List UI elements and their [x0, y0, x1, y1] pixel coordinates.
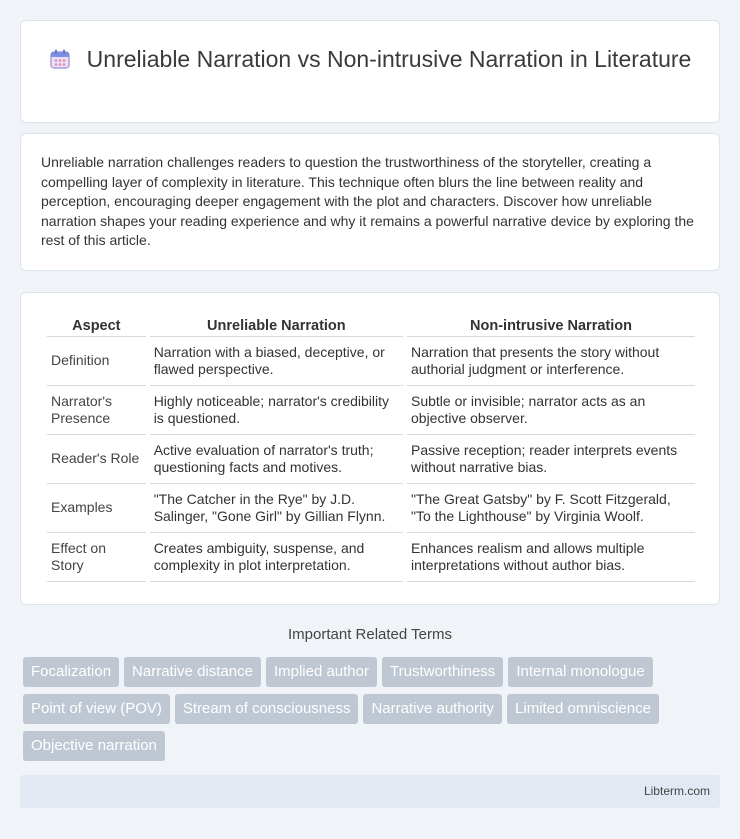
table-row	[47, 337, 695, 386]
related-term-tag[interactable]: Internal monologue	[508, 657, 652, 687]
related-term-tag[interactable]: Limited omniscience	[507, 694, 659, 724]
related-term-tag[interactable]: Trustworthiness	[382, 657, 503, 687]
row-aspect: Examples	[47, 484, 146, 533]
row-aspect: Narrator's Presence	[47, 386, 146, 435]
related-terms-heading: Important Related Terms	[288, 626, 452, 643]
comparison-table	[43, 313, 699, 582]
header-aspect: Aspect	[47, 313, 146, 337]
table-row	[47, 484, 695, 533]
related-term-tag[interactable]: Implied author	[266, 657, 377, 687]
row-unreliable: Creates ambiguity, suspense, and complexity in plot interpretation.	[150, 533, 403, 582]
page-title-text: Unreliable Narration vs Non-intrusive Narration in Literature	[86, 46, 692, 72]
row-unreliable: Narration with a biased, deceptive, or flawed perspective.	[150, 337, 403, 386]
header-non-intrusive: Non-intrusive Narration	[407, 313, 695, 337]
related-term-tag[interactable]: Stream of consciousness	[175, 694, 359, 724]
intro-paragraph: Unreliable narration challenges readers to question the trustworthiness of the storyteller, creating a compelling layer of complexity in literature. This technique often blurs the line between reality and perception, encouraging deeper engagement with the plot and characters. Discover how unreliable narration shapes your reading experience and why it remains a powerful narrative device by exploring the rest of this article.	[41, 154, 694, 248]
related-term-tag[interactable]: Narrative authority	[363, 694, 502, 724]
page-title	[49, 45, 692, 74]
row-aspect: Definition	[47, 337, 146, 386]
related-term-tag[interactable]: Objective narration	[23, 731, 165, 761]
related-term-tag[interactable]: Point of view (POV)	[23, 694, 170, 724]
related-terms-list	[23, 657, 713, 768]
table-row	[47, 386, 695, 435]
related-term-tag[interactable]: Narrative distance	[124, 657, 261, 687]
row-non-intrusive: "The Great Gatsby" by F. Scott Fitzgerald, "To the Lighthouse" by Virginia Woolf.	[407, 484, 695, 533]
calendar-icon	[49, 48, 71, 70]
row-non-intrusive: Subtle or invisible; narrator acts as an objective observer.	[407, 386, 695, 435]
row-unreliable: Highly noticeable; narrator's credibility is questioned.	[150, 386, 403, 435]
comparison-table-card	[20, 292, 720, 605]
footer	[20, 775, 720, 808]
header-unreliable: Unreliable Narration	[150, 313, 403, 337]
row-unreliable: "The Catcher in the Rye" by J.D. Salinger, "Gone Girl" by Gillian Flynn.	[150, 484, 403, 533]
row-aspect: Effect on Story	[47, 533, 146, 582]
intro-card	[20, 133, 720, 271]
table-row	[47, 533, 695, 582]
row-non-intrusive: Narration that presents the story without authorial judgment or interference.	[407, 337, 695, 386]
row-non-intrusive: Passive reception; reader interprets events without narrative bias.	[407, 435, 695, 484]
footer-site-link[interactable]: Libterm.com	[643, 784, 710, 798]
table-header-row	[47, 313, 695, 337]
related-term-tag[interactable]: Focalization	[23, 657, 119, 687]
table-row	[47, 435, 695, 484]
row-aspect: Reader's Role	[47, 435, 146, 484]
row-unreliable: Active evaluation of narrator's truth; questioning facts and motives.	[150, 435, 403, 484]
row-non-intrusive: Enhances realism and allows multiple interpretations without author bias.	[407, 533, 695, 582]
header-card	[20, 20, 720, 123]
